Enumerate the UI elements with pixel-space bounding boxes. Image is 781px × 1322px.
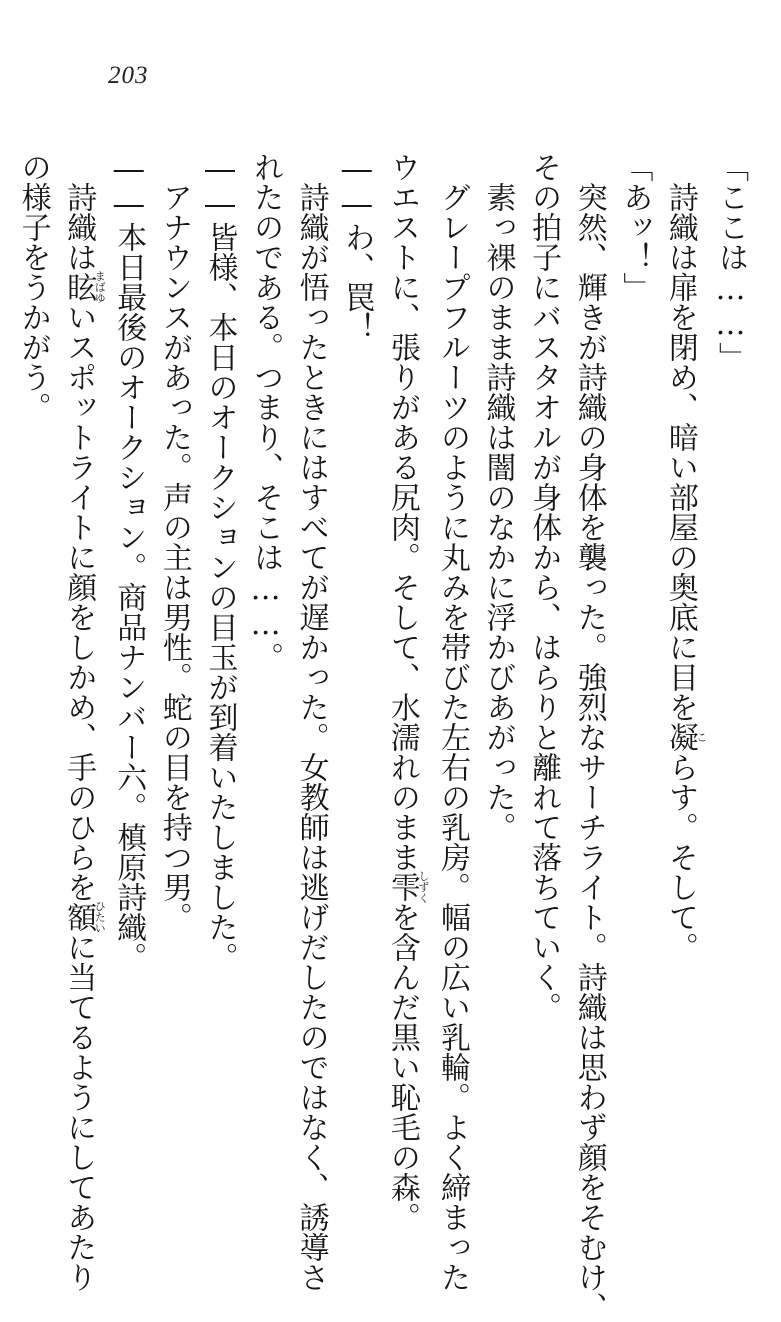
ruby-hitai [61, 900, 107, 934]
text-line-5: その拍子にバスタオルが身体から、はらりと離れて落ちていく。 [526, 152, 562, 1022]
text-segment: ウエストに、張りがある尻肉。そして、水濡れのまま [384, 152, 420, 872]
ruby-reading: まばゆ [93, 270, 107, 304]
text-line-9: ――わ、罠！ [339, 152, 375, 342]
ruby-gyo [662, 722, 708, 752]
text-line-10: 詩織が悟ったときにはすべてが遅かった。女教師は逃げだしたのではなく、誘導さ [293, 182, 329, 1292]
ruby-base: 眩 [61, 270, 97, 304]
text-line-11: れたのである。つまり、そこは……。 [248, 152, 284, 672]
ruby-base: 額 [61, 900, 97, 934]
ruby-base: 雫 [384, 870, 420, 904]
text-segment: らす。そして。 [662, 752, 698, 962]
ruby-reading: こ [694, 722, 708, 752]
vertical-text-block [15, 152, 753, 1322]
text-segment: いスポットライトに顔をしかめ、手のひらを [61, 302, 97, 902]
text-segment: を含んだ黒い恥毛の森。 [384, 902, 420, 1232]
ruby-shizuku [384, 870, 430, 904]
ruby-base: 凝 [662, 722, 698, 752]
text-line-3: 「あッ！」 [617, 152, 653, 302]
text-line-15 [56, 152, 107, 1292]
text-line-1: 「ここは……」 [713, 152, 748, 372]
text-segment: 詩織は [61, 182, 97, 272]
text-line-2 [657, 152, 707, 1162]
text-line-7: グレープフルーツのように丸みを帯びた左右の乳房。幅の広い乳輪。よく締まった [434, 182, 470, 1292]
text-line-4: 突然、輝きが詩織の身体を襲った。強烈なサーチライト。詩織は思わず顔をそむけ、 [571, 182, 607, 1322]
text-line-12: ――皆様、本日のオークションの目玉が到着いたしました。 [202, 152, 238, 972]
ruby-mabayu [61, 270, 107, 304]
text-segment: に当てるようにしてあたり [61, 932, 97, 1292]
text-segment: 詩織は扉を閉め、暗い部屋の奥底に目を [662, 182, 698, 722]
text-line-14: ――本日最後のオークション。商品ナンバー六。槙原詩織。 [111, 152, 147, 972]
text-line-13: アナウンスがあった。声の主は男性。蛇の目を持つ男。 [156, 182, 192, 932]
text-line-8 [379, 152, 430, 1232]
page-number: 203 [108, 62, 149, 89]
text-line-16: の様子をうかがう。 [15, 152, 51, 422]
text-line-6: 素っ裸のまま詩織は闇のなかに浮かびあがった。 [480, 182, 516, 842]
ruby-reading: ひたい [93, 900, 107, 934]
ruby-reading: しずく [416, 870, 430, 904]
